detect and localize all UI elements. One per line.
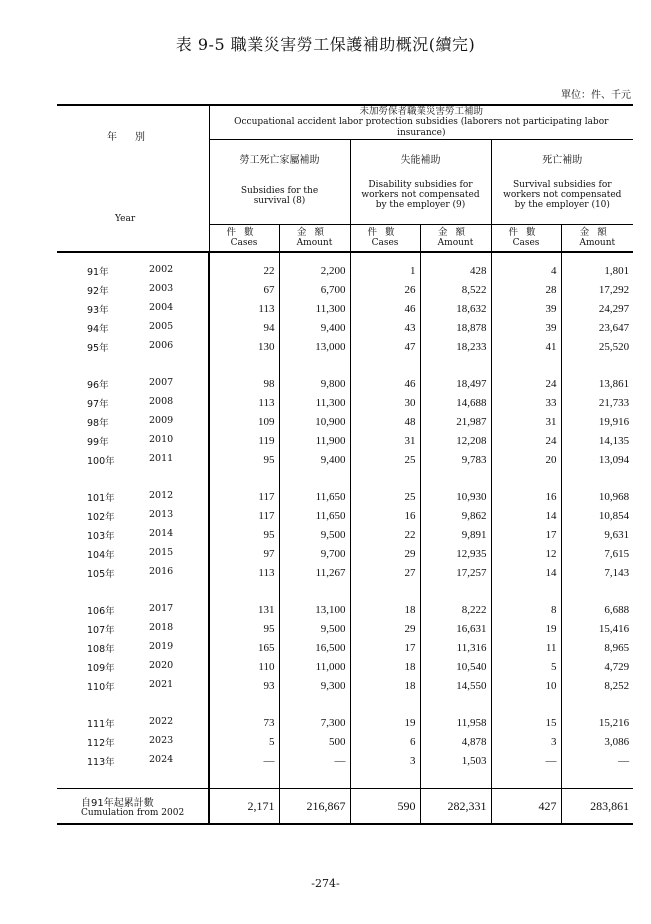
cases-value: 46 xyxy=(350,374,420,393)
survival-header xyxy=(491,140,633,225)
amount-value: 13,000 xyxy=(279,337,350,356)
table-row xyxy=(57,563,633,582)
amount-value: 25,520 xyxy=(561,337,633,356)
total-cases-value: 2,171 xyxy=(209,789,279,825)
cases-value: 5 xyxy=(209,732,279,751)
cases-value: 14 xyxy=(491,563,561,582)
amount-value: 14,688 xyxy=(420,393,491,412)
table-row xyxy=(57,337,633,356)
cases-value: 98 xyxy=(209,374,279,393)
amount-value: 9,631 xyxy=(561,525,633,544)
amount-value: 13,094 xyxy=(561,450,633,469)
amount-value: 2,200 xyxy=(279,261,350,280)
table-row xyxy=(57,487,633,506)
cases-value: 117 xyxy=(209,506,279,525)
page-number: -274- xyxy=(311,877,340,890)
cases-value: 165 xyxy=(209,638,279,657)
total-amount-value: 283,861 xyxy=(561,789,633,825)
row-spacer xyxy=(57,770,633,789)
table-row xyxy=(57,544,633,563)
roc-year: 105年 xyxy=(87,569,115,580)
cases-value: 16 xyxy=(350,506,420,525)
cases-value: 24 xyxy=(491,374,561,393)
ad-year: 2014 xyxy=(149,528,174,539)
year-header-zh: 年別 xyxy=(107,132,163,143)
amount-value: 11,900 xyxy=(279,431,350,450)
amount-value: 10,854 xyxy=(561,506,633,525)
total-cases-value: 427 xyxy=(491,789,561,825)
table-row xyxy=(57,657,633,676)
year-cell xyxy=(57,544,209,563)
year-cell xyxy=(57,713,209,732)
cases-value: 97 xyxy=(209,544,279,563)
table-row xyxy=(57,751,633,770)
year-cell xyxy=(57,525,209,544)
cases-value: 41 xyxy=(491,337,561,356)
amount-value: 9,783 xyxy=(420,450,491,469)
cases-value: 11 xyxy=(491,638,561,657)
ad-year: 2006 xyxy=(149,340,174,351)
amount-value: 3,086 xyxy=(561,732,633,751)
year-cell xyxy=(57,318,209,337)
year-cell xyxy=(57,393,209,412)
year-cell xyxy=(57,450,209,469)
amount-value: 10,540 xyxy=(420,657,491,676)
year-cell xyxy=(57,676,209,695)
amount-value: 1,503 xyxy=(420,751,491,770)
amount-value: 11,650 xyxy=(279,487,350,506)
amount-value: 11,300 xyxy=(279,299,350,318)
amount-value: 8,252 xyxy=(561,676,633,695)
cases-value: 93 xyxy=(209,676,279,695)
cases-value: 19 xyxy=(491,619,561,638)
total-amount-value: 282,331 xyxy=(420,789,491,825)
ad-year: 2015 xyxy=(149,547,174,558)
cases-value: 15 xyxy=(491,713,561,732)
cases-value: 26 xyxy=(350,280,420,299)
total-label-cell xyxy=(57,789,209,825)
cases-value: 24 xyxy=(491,431,561,450)
row-spacer xyxy=(57,252,633,261)
cases-value: 16 xyxy=(491,487,561,506)
year-cell xyxy=(57,638,209,657)
disability-zh: 失能補助 xyxy=(400,155,441,166)
amount-value: 12,935 xyxy=(420,544,491,563)
roc-year: 98年 xyxy=(87,418,109,429)
amount-value: 6,688 xyxy=(561,600,633,619)
year-cell xyxy=(57,374,209,393)
amount-value: — xyxy=(279,751,350,770)
table-row xyxy=(57,431,633,450)
total-row xyxy=(57,789,633,825)
table-row xyxy=(57,412,633,431)
cases-value: 29 xyxy=(350,544,420,563)
subsidy-survival-en: Subsidies for the survival (8) xyxy=(240,186,319,206)
cases-value: 95 xyxy=(209,450,279,469)
ad-year: 2007 xyxy=(149,377,174,388)
subsidy-survival-zh: 勞工死亡家屬補助 xyxy=(239,155,320,166)
cases-value: 4 xyxy=(491,261,561,280)
amount-value: 4,729 xyxy=(561,657,633,676)
year-cell xyxy=(57,751,209,770)
table-row xyxy=(57,393,633,412)
amount-value: 23,647 xyxy=(561,318,633,337)
total-amount-value: 216,867 xyxy=(279,789,350,825)
cases-value: — xyxy=(209,751,279,770)
amount-value: 11,316 xyxy=(420,638,491,657)
roc-year: 101年 xyxy=(87,493,115,504)
ad-year: 2005 xyxy=(149,321,174,332)
cases-value: 95 xyxy=(209,619,279,638)
amount-value: 7,143 xyxy=(561,563,633,582)
cases-value: 30 xyxy=(350,393,420,412)
table-row xyxy=(57,600,633,619)
year-cell xyxy=(57,732,209,751)
cases-value: 22 xyxy=(350,525,420,544)
amount-value: 428 xyxy=(420,261,491,280)
amount-value: 18,497 xyxy=(420,374,491,393)
roc-year: 94年 xyxy=(87,324,109,335)
amount-value: 11,000 xyxy=(279,657,350,676)
cases-value: 1 xyxy=(350,261,420,280)
cases-value: 94 xyxy=(209,318,279,337)
table-row xyxy=(57,450,633,469)
ad-year: 2010 xyxy=(149,434,174,445)
ad-year: 2013 xyxy=(149,509,174,520)
subsidy-survival-header xyxy=(209,140,350,225)
roc-year: 111年 xyxy=(87,719,115,730)
amount-value: 9,300 xyxy=(279,676,350,695)
cases-value: 12 xyxy=(491,544,561,563)
year-cell xyxy=(57,563,209,582)
cases-value: 119 xyxy=(209,431,279,450)
cases-value: 8 xyxy=(491,600,561,619)
year-cell xyxy=(57,487,209,506)
amount-value: 1,801 xyxy=(561,261,633,280)
roc-year: 97年 xyxy=(87,399,109,410)
table-row xyxy=(57,374,633,393)
amount-value: 18,233 xyxy=(420,337,491,356)
roc-year: 102年 xyxy=(87,512,115,523)
total-label-en: Cumulation from 2002 xyxy=(81,808,185,818)
amount-value: 19,916 xyxy=(561,412,633,431)
amount-value: 9,862 xyxy=(420,506,491,525)
roc-year: 99年 xyxy=(87,437,109,448)
cases-value: 31 xyxy=(491,412,561,431)
table-row xyxy=(57,619,633,638)
amount-header: 金額 Amount xyxy=(279,225,350,253)
group-header-zh: 未加勞保者職業災害勞工補助 xyxy=(359,106,484,117)
amount-header: 金額 Amount xyxy=(561,225,633,253)
total-label-zh: 自91年起累計數 xyxy=(81,798,154,809)
year-cell xyxy=(57,299,209,318)
cases-value: 48 xyxy=(350,412,420,431)
amount-value: 21,987 xyxy=(420,412,491,431)
cases-value: 109 xyxy=(209,412,279,431)
amount-value: 4,878 xyxy=(420,732,491,751)
amount-header: 金額 Amount xyxy=(420,225,491,253)
amount-value: 11,267 xyxy=(279,563,350,582)
ad-year: 2012 xyxy=(149,490,174,501)
row-spacer xyxy=(57,695,633,713)
amount-value: 11,650 xyxy=(279,506,350,525)
cases-value: 28 xyxy=(491,280,561,299)
group-header xyxy=(209,105,633,140)
ad-year: 2019 xyxy=(149,641,174,652)
amount-value: — xyxy=(561,751,633,770)
ad-year: 2016 xyxy=(149,566,174,577)
amount-value: 14,135 xyxy=(561,431,633,450)
amount-value: 9,500 xyxy=(279,525,350,544)
amount-value: 10,968 xyxy=(561,487,633,506)
cases-header: 件數 Cases xyxy=(350,225,420,253)
cases-value: 25 xyxy=(350,487,420,506)
amount-value: 16,631 xyxy=(420,619,491,638)
ad-year: 2022 xyxy=(149,716,174,727)
year-cell xyxy=(57,431,209,450)
cases-header: 件數 Cases xyxy=(491,225,561,253)
year-cell xyxy=(57,600,209,619)
amount-value: 8,522 xyxy=(420,280,491,299)
cases-value: 113 xyxy=(209,563,279,582)
cases-value: 25 xyxy=(350,450,420,469)
cases-value: 39 xyxy=(491,299,561,318)
ad-year: 2002 xyxy=(149,264,174,275)
amount-value: 12,208 xyxy=(420,431,491,450)
row-spacer xyxy=(57,356,633,374)
cases-value: 18 xyxy=(350,676,420,695)
cases-value: 29 xyxy=(350,619,420,638)
cases-value: 117 xyxy=(209,487,279,506)
roc-year: 112年 xyxy=(87,738,115,749)
amount-value: 9,500 xyxy=(279,619,350,638)
table-row xyxy=(57,506,633,525)
disability-en: Disability subsidies for workers not compensated by the employer (9) xyxy=(361,180,480,210)
ad-year: 2004 xyxy=(149,302,174,313)
amount-value: 21,733 xyxy=(561,393,633,412)
cases-value: 113 xyxy=(209,393,279,412)
table-row xyxy=(57,525,633,544)
cases-value: 130 xyxy=(209,337,279,356)
cases-value: 22 xyxy=(209,261,279,280)
survival-en: Survival subsidies for workers not compensated by the employer (10) xyxy=(503,180,622,210)
amount-value: 16,500 xyxy=(279,638,350,657)
year-cell xyxy=(57,506,209,525)
roc-year: 113年 xyxy=(87,757,115,768)
cases-value: 67 xyxy=(209,280,279,299)
ad-year: 2018 xyxy=(149,622,174,633)
amount-value: 11,300 xyxy=(279,393,350,412)
total-cases-value: 590 xyxy=(350,789,420,825)
amount-value: 10,930 xyxy=(420,487,491,506)
roc-year: 104年 xyxy=(87,550,115,561)
cases-value: 20 xyxy=(491,450,561,469)
subsidy-table-container xyxy=(57,104,633,825)
ad-year: 2011 xyxy=(149,453,174,464)
cases-value: 14 xyxy=(491,506,561,525)
cases-value: 17 xyxy=(350,638,420,657)
cases-value: 110 xyxy=(209,657,279,676)
ad-year: 2020 xyxy=(149,660,174,671)
amount-value: 6,700 xyxy=(279,280,350,299)
amount-value: 7,615 xyxy=(561,544,633,563)
cases-value: 6 xyxy=(350,732,420,751)
cases-value: 113 xyxy=(209,299,279,318)
row-spacer xyxy=(57,582,633,600)
cases-value: 131 xyxy=(209,600,279,619)
cases-value: 31 xyxy=(350,431,420,450)
subsidy-table xyxy=(57,104,633,825)
year-cell xyxy=(57,337,209,356)
amount-value: 8,965 xyxy=(561,638,633,657)
amount-value: 18,878 xyxy=(420,318,491,337)
amount-value: 9,700 xyxy=(279,544,350,563)
cases-value: 27 xyxy=(350,563,420,582)
cases-value: 18 xyxy=(350,657,420,676)
disability-header xyxy=(350,140,491,225)
cases-value: 39 xyxy=(491,318,561,337)
cases-value: 73 xyxy=(209,713,279,732)
amount-value: 13,861 xyxy=(561,374,633,393)
group-header-en: Occupational accident labor protection subsidies (laborers not participating labor insurance) xyxy=(234,117,609,138)
cases-value: 3 xyxy=(350,751,420,770)
amount-value: 7,300 xyxy=(279,713,350,732)
year-cell xyxy=(57,657,209,676)
cases-value: 33 xyxy=(491,393,561,412)
year-cell xyxy=(57,280,209,299)
page-title: 表 9-5 職業災害勞工保護補助概況(續完) xyxy=(175,35,476,54)
roc-year: 108年 xyxy=(87,644,115,655)
amount-value: 9,800 xyxy=(279,374,350,393)
table-row xyxy=(57,676,633,695)
amount-value: 18,632 xyxy=(420,299,491,318)
amount-value: 15,216 xyxy=(561,713,633,732)
amount-value: 24,297 xyxy=(561,299,633,318)
amount-value: 13,100 xyxy=(279,600,350,619)
roc-year: 103年 xyxy=(87,531,115,542)
amount-value: 15,416 xyxy=(561,619,633,638)
cases-value: 19 xyxy=(350,713,420,732)
cases-value: 43 xyxy=(350,318,420,337)
table-row xyxy=(57,318,633,337)
amount-value: 17,257 xyxy=(420,563,491,582)
cases-header: 件數 Cases xyxy=(209,225,279,253)
amount-value: 11,958 xyxy=(420,713,491,732)
amount-value: 10,900 xyxy=(279,412,350,431)
table-row xyxy=(57,713,633,732)
table-row xyxy=(57,261,633,280)
cases-value: 18 xyxy=(350,600,420,619)
roc-year: 91年 xyxy=(87,267,109,278)
row-spacer xyxy=(57,469,633,487)
table-row xyxy=(57,280,633,299)
ad-year: 2008 xyxy=(149,396,174,407)
year-cell xyxy=(57,412,209,431)
year-cell xyxy=(57,261,209,280)
roc-year: 95年 xyxy=(87,343,109,354)
cases-value: 46 xyxy=(350,299,420,318)
roc-year: 93年 xyxy=(87,305,109,316)
cases-value: 17 xyxy=(491,525,561,544)
cases-value: 3 xyxy=(491,732,561,751)
ad-year: 2021 xyxy=(149,679,174,690)
table-row xyxy=(57,299,633,318)
amount-value: 9,891 xyxy=(420,525,491,544)
ad-year: 2003 xyxy=(149,283,174,294)
unit-label: 單位：件、千元 xyxy=(561,90,631,101)
roc-year: 107年 xyxy=(87,625,115,636)
amount-value: 14,550 xyxy=(420,676,491,695)
cases-value: 47 xyxy=(350,337,420,356)
roc-year: 100年 xyxy=(87,456,115,467)
roc-year: 110年 xyxy=(87,682,115,693)
amount-value: 500 xyxy=(279,732,350,751)
roc-year: 92年 xyxy=(87,286,109,297)
ad-year: 2009 xyxy=(149,415,174,426)
cases-value: — xyxy=(491,751,561,770)
year-cell xyxy=(57,619,209,638)
year-header-en: Year xyxy=(115,214,136,224)
ad-year: 2017 xyxy=(149,603,174,614)
amount-value: 9,400 xyxy=(279,318,350,337)
roc-year: 106年 xyxy=(87,606,115,617)
ad-year: 2024 xyxy=(149,754,174,765)
table-row xyxy=(57,732,633,751)
roc-year: 109年 xyxy=(87,663,115,674)
table-row xyxy=(57,638,633,657)
cases-value: 95 xyxy=(209,525,279,544)
roc-year: 96年 xyxy=(87,380,109,391)
cases-value: 5 xyxy=(491,657,561,676)
ad-year: 2023 xyxy=(149,735,174,746)
survival-zh: 死亡補助 xyxy=(542,155,583,166)
amount-value: 17,292 xyxy=(561,280,633,299)
cases-value: 10 xyxy=(491,676,561,695)
year-header xyxy=(57,105,209,252)
amount-value: 8,222 xyxy=(420,600,491,619)
amount-value: 9,400 xyxy=(279,450,350,469)
